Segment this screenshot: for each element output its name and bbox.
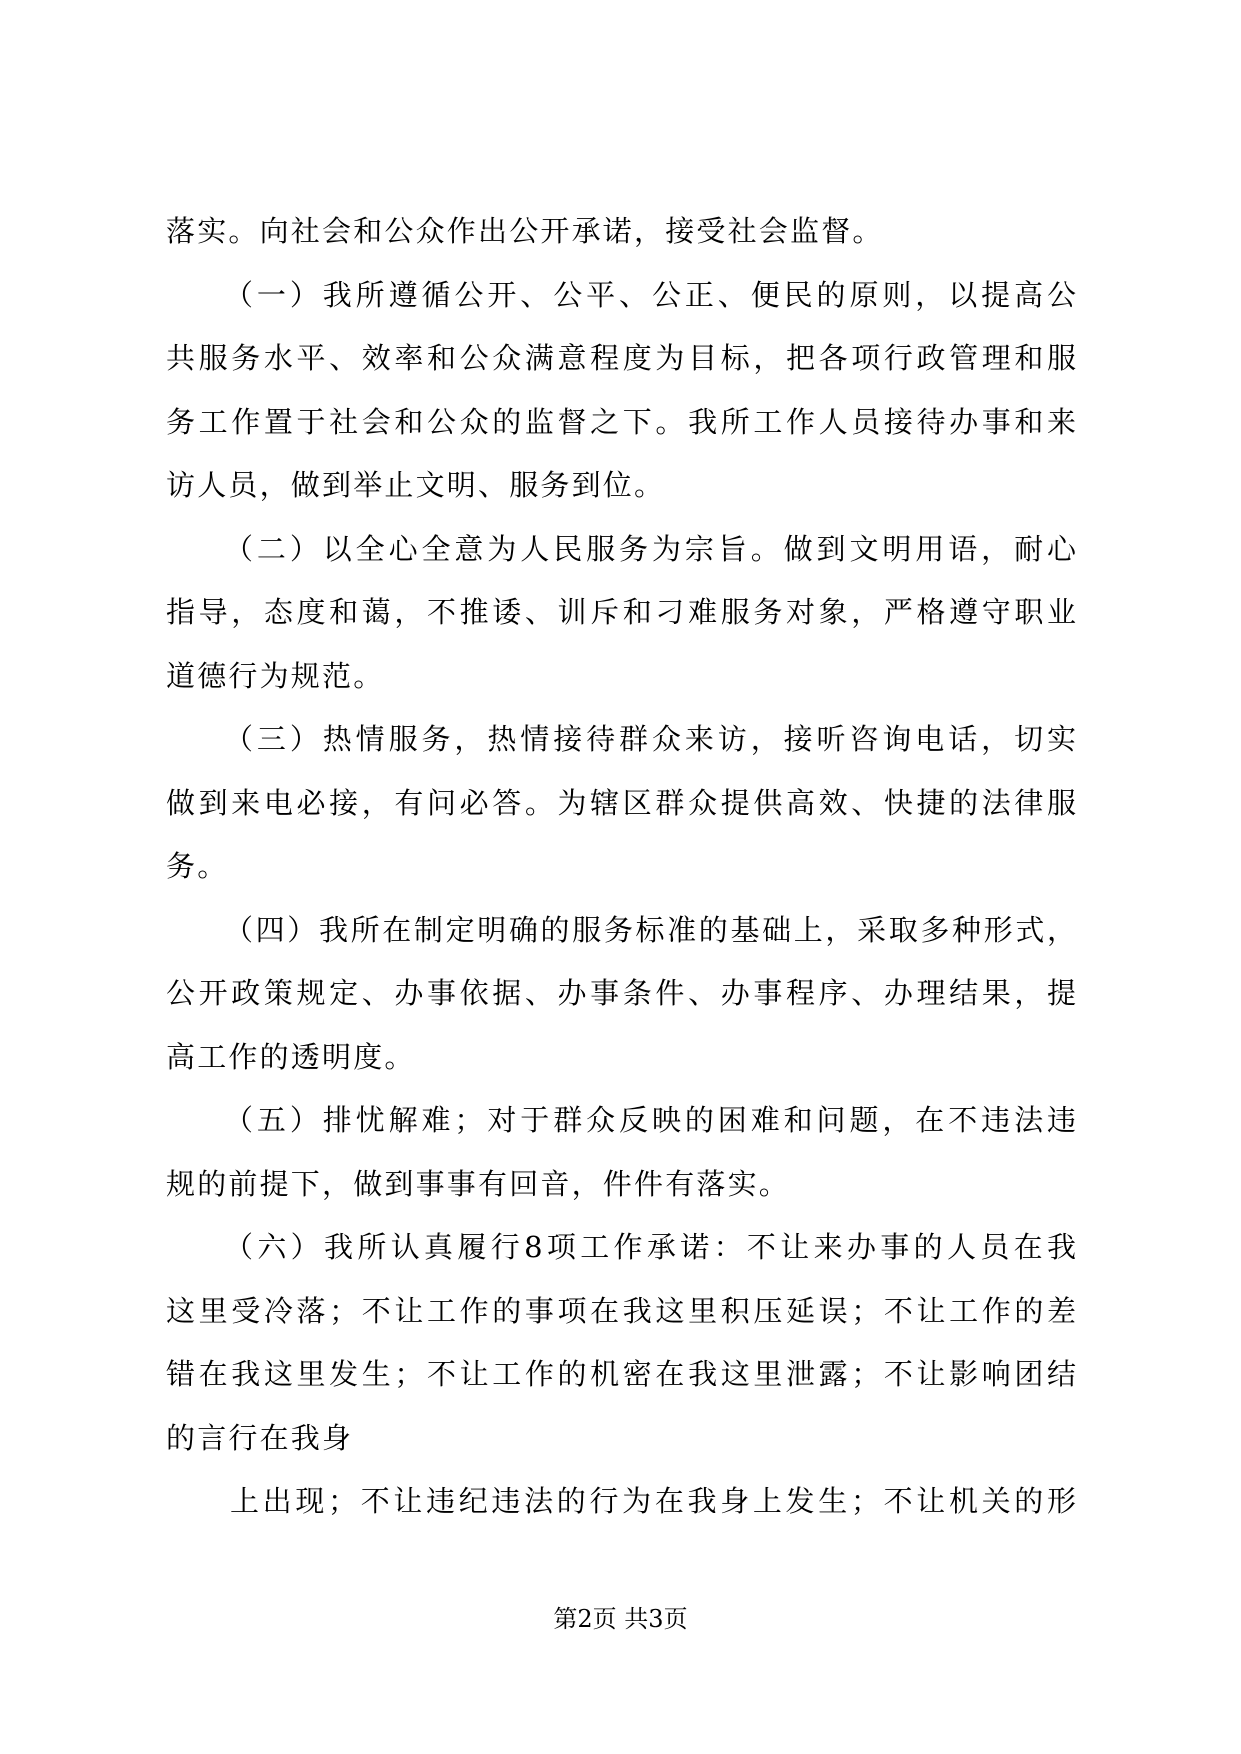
text-line: 公开政策规定、办事依据、办事条件、办事程序、办理结果，提	[166, 976, 1076, 1010]
text-line: 务。	[166, 849, 229, 883]
text-line: 上出现；不让违纪违法的行为在我身上发生；不让机关的形	[230, 1484, 1076, 1518]
text-line: 务工作置于社会和公众的监督之下。我所工作人员接待办事和来	[166, 404, 1076, 439]
text-line: （三）热情服务，热情接待群众来访，接听咨询电话，切实	[224, 722, 1076, 756]
text-line: 做到来电必接，有问必答。为辖区群众提供高效、快捷的法律服	[166, 785, 1076, 820]
text-line: 高工作的透明度。	[166, 1039, 416, 1074]
text-line: 访人员，做到举止文明、服务到位。	[166, 468, 666, 502]
text-line: 指导，态度和蔼，不推诿、训斥和刁难服务对象，严格遵守职业	[166, 595, 1076, 629]
text-line: 落实。向社会和公众作出公开承诺，接受社会监督。	[166, 214, 884, 248]
text-line: 规的前提下，做到事事有回音，件件有落实。	[166, 1166, 791, 1201]
text-line: （五）排忧解难；对于群众反映的困难和问题，在不违法违	[224, 1103, 1076, 1137]
text-line: （四）我所在制定明确的服务标准的基础上，采取多种形式，	[224, 912, 1076, 947]
page-number-footer: 第2页 共3页	[553, 1605, 688, 1633]
text-line: 这里受冷落；不让工作的事项在我这里积压延误；不让工作的差	[166, 1293, 1076, 1328]
text-line: 错在我这里发生；不让工作的机密在我这里泄露；不让影响团结	[166, 1357, 1076, 1391]
text-line: 共服务水平、效率和公众满意程度为目标，把各项行政管理和服	[166, 341, 1076, 375]
text-line: 道德行为规范。	[166, 658, 385, 693]
body-text	[166, 200, 1076, 1534]
text-line: （六）我所认真履行8项工作承诺：不让来办事的人员在我	[224, 1230, 1076, 1264]
text-line: （二）以全心全意为人民服务为宗旨。做到文明用语，耐心	[224, 531, 1076, 566]
text-line: 的言行在我身	[166, 1420, 354, 1455]
text-line: （一）我所遵循公开、公平、公正、便民的原则，以提高公	[224, 277, 1076, 312]
